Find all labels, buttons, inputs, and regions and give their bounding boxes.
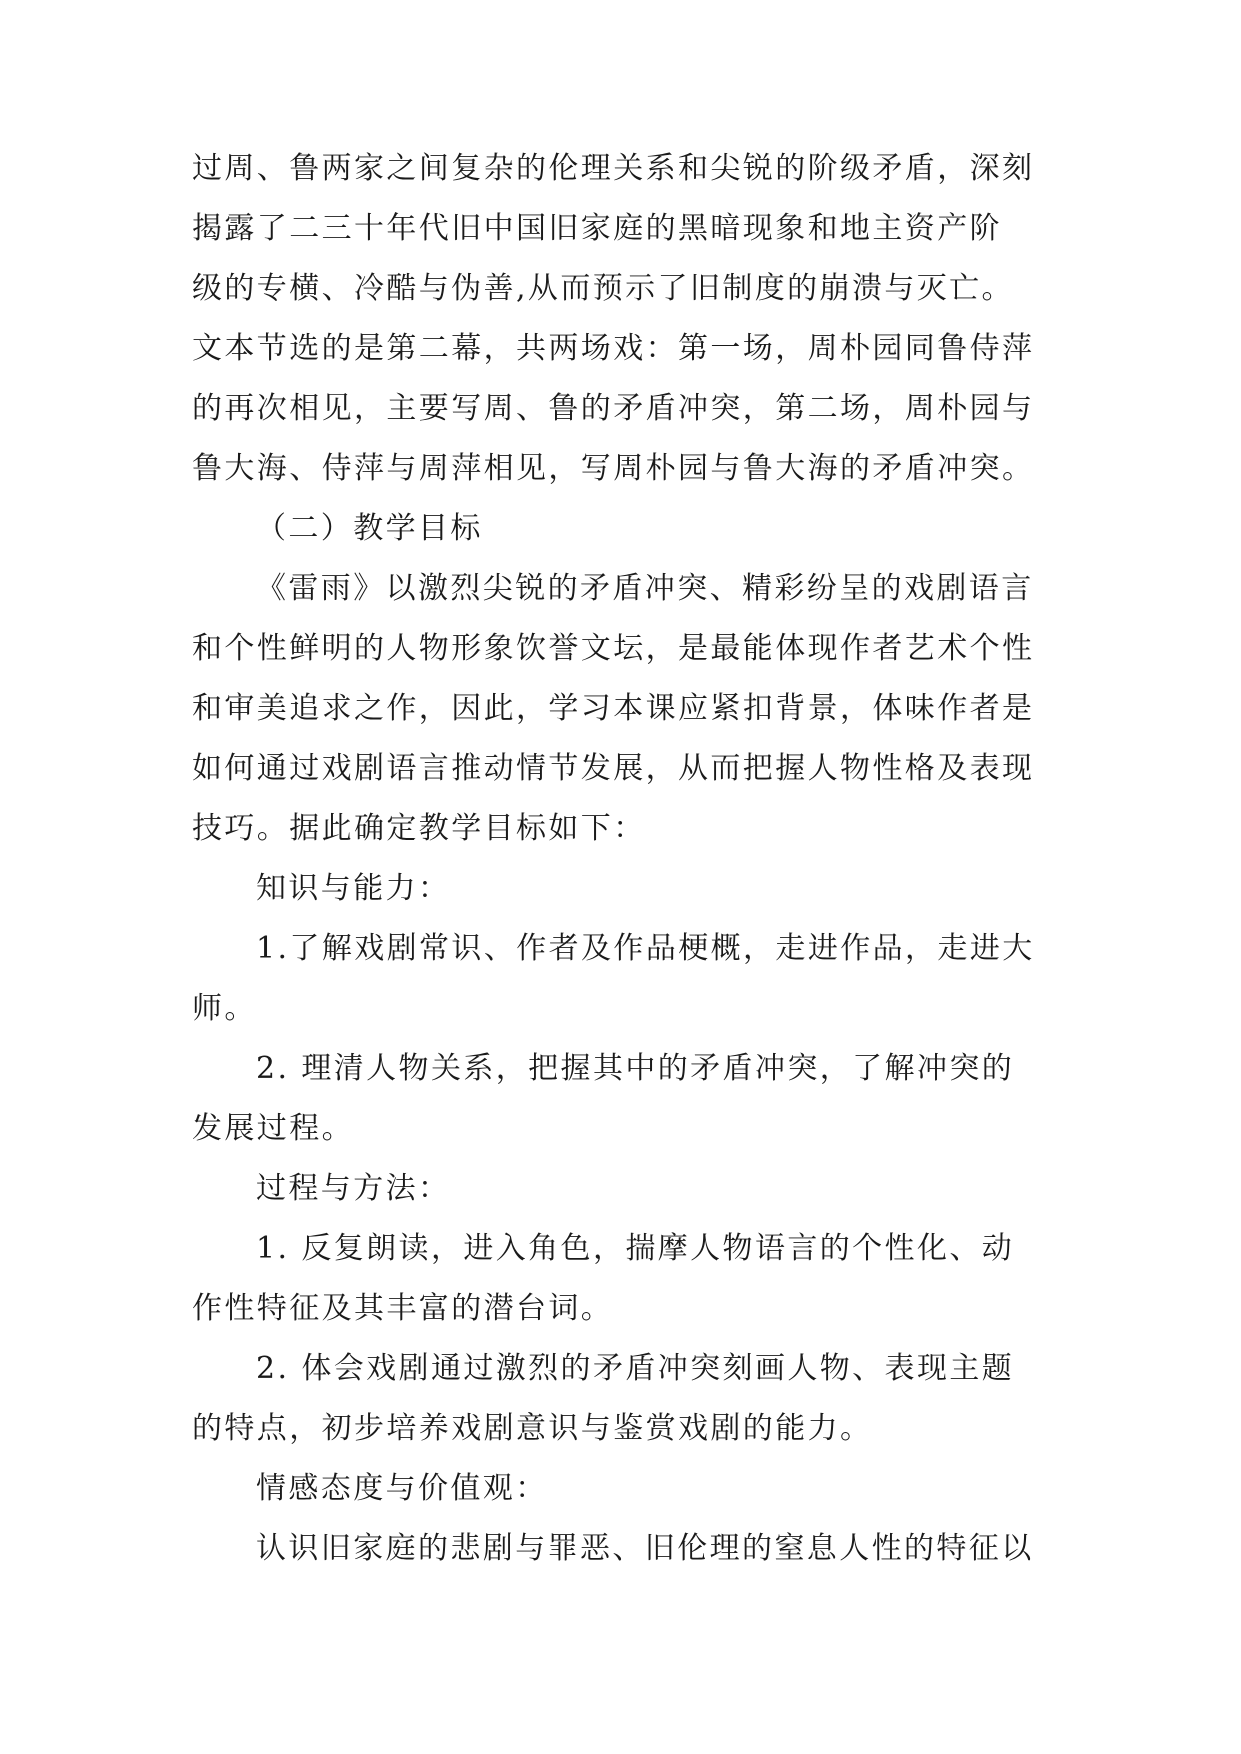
- text-line: 《雷雨》以激烈尖锐的矛盾冲突、精彩纷呈的戏剧语言: [256, 571, 1034, 606]
- text-line: 认识旧家庭的悲剧与罪恶、旧伦理的窒息人性的特征以: [256, 1531, 1034, 1566]
- text-line: 的再次相见，主要写周、鲁的矛盾冲突，第二场，周朴园与: [192, 391, 1035, 426]
- text-line: 和个性鲜明的人物形象饮誉文坛，是最能体现作者艺术个性: [192, 631, 1035, 666]
- list-item: 1.了解戏剧常识、作者及作品梗概，走进作品，走进大: [256, 931, 1035, 966]
- list-item: 1. 反复朗读，进入角色，揣摩人物语言的个性化、动: [256, 1231, 1015, 1266]
- text-line: 技巧。据此确定教学目标如下：: [192, 811, 646, 846]
- text-line: 级的专横、冷酷与伪善,从而预示了旧制度的崩溃与灭亡。: [192, 271, 1014, 306]
- text-line: 作性特征及其丰富的潜台词。: [192, 1291, 614, 1326]
- section-heading: （二）教学目标: [256, 511, 483, 546]
- text-line: 文本节选的是第二幕，共两场戏：第一场，周朴园同鲁侍萍: [192, 331, 1035, 366]
- text-line: 和审美追求之作，因此，学习本课应紧扣背景，体味作者是: [192, 691, 1035, 726]
- subheading: 知识与能力：: [256, 871, 451, 906]
- text-line: 鲁大海、侍萍与周萍相见，写周朴园与鲁大海的矛盾冲突。: [192, 451, 1035, 486]
- text-line: 过周、鲁两家之间复杂的伦理关系和尖锐的阶级矛盾，深刻: [192, 151, 1035, 186]
- subheading: 情感态度与价值观：: [256, 1471, 548, 1506]
- subheading: 过程与方法：: [256, 1171, 451, 1206]
- text-line: 如何通过戏剧语言推动情节发展，从而把握人物性格及表现: [192, 751, 1035, 786]
- text-line: 师。: [192, 991, 257, 1026]
- list-item: 2. 体会戏剧通过激烈的矛盾冲突刻画人物、表现主题: [256, 1351, 1015, 1386]
- text-line: 发展过程。: [192, 1111, 354, 1146]
- list-item: 2. 理清人物关系，把握其中的矛盾冲突，了解冲突的: [256, 1051, 1015, 1086]
- text-line: 的特点，初步培养戏剧意识与鉴赏戏剧的能力。: [192, 1411, 873, 1446]
- text-line: 揭露了二三十年代旧中国旧家庭的黑暗现象和地主资产阶: [192, 211, 1002, 246]
